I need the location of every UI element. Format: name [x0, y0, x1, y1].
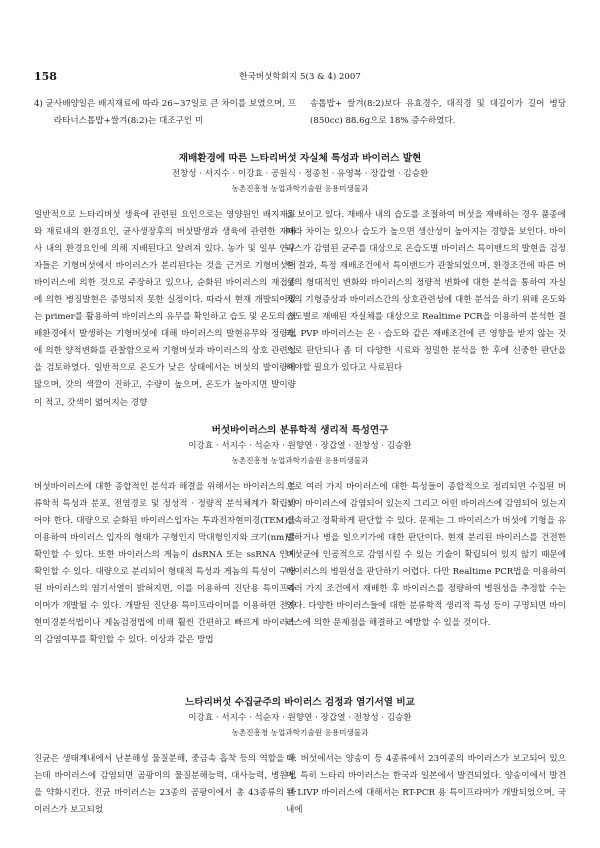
article3-left-column: 진균은 생태계내에서 난분해성 물질분해, 중금속 흡착 등의 역할을 하는데 바이러스에 감염되면 곰팡이의 물질분해능력, 대사능력, 병원성을 약화시킨다. 진균 바이러스는 23종의 곰팡이에서 총 43종류의 바이러스가 보고되었: [34, 754, 296, 816]
article1-authors: 전창성 · 서지수 · 이강효 · 공원식 · 정종천 · 유영복 · 장갑열 · 김승환: [171, 169, 429, 179]
article1-title: 재배환경에 따른 느타리버섯 자실체 특성과 바이러스 발현: [178, 153, 422, 164]
page-number: 158: [34, 70, 57, 83]
article1-left-column: 일반적으로 느타리버섯 생육에 관련된 요인으로는 영양원인 배지재료와 재료내의 환경요인, 균사생장후의 버섯발생과 생육에 관련한 재배사 내의 환경요인에 의해 지배된다고 알려져 있다. 농가 및 일부 연구자들은 기형버섯에서 바이러스가 분리된다는 것을 근거로 기형버섯이 바이러스에 의한 것으로 주장하고 있으나, 순화된 바이러스의 재접종에 의한 병징발현은 증명되지 못한 실정이다. 따라서 현재 개발되어있는 primer를 활용하여 바이러스의 유무를 확인하고 습도 및 온도의 재배환경에서 발생하는 기형버섯에 대해 바이러스의 발현유무와 정량법에 의한 양적변화를 관찰함으로써 기형버섯과 바이러스의 상호 관련성을 검토하였다. 일반적으로 온도가 낮은 상태에서는 버섯의 발이량이 많으며, 갓의 색깔이 진하고, 수량이 높으며, 온도가 높아지면 발이량이 적고, 갓색이 엷어지는 경향: [34, 210, 296, 408]
top-right-text: 송톱밥+ 쌀겨(8:2)보다 유효경수, 대직경 및 대길이가 길어 병당(850cc) 88.6g으로 18% 증수하였다.: [310, 99, 566, 127]
article1-right-column: 을 보이고 있다. 재배사 내의 습도를 조절하여 버섯을 재배하는 경우 품종에 따라 차이는 있으나 습도가 높으면 생산성이 높아지는 경향을 보인다. 바이러스가 감염된 균주를 대상으로 온습도별 바이러스 특이밴드의 발현을 검정한 결과, 특정 재배조건에서 특이밴드가 관찰되었으며, 환경조건에 따른 버섯의 형태적인 변화와 바이러스의 정량적 변화에 대한 분석을 통하여 자실체의 기형증상과 바이러스간의 상호관련성에 대한 분석을 하기 위해 온도와 습도별로 재배된 자실체를 대상으로 Realtime PCR을 이용하여 분석한 결과, PVP 바이러스는 온 · 습도와 같은 재배조건에 큰 영향을 받지 않는 것으로 판단되나 좀 더 다양한 시료와 정밀한 분석을 한 후에 신중한 판단을 해야할 필요가 있다고 사료된다: [286, 210, 566, 374]
article3-authors: 이강효 · 서지수 · 석순자 · 원향연 · 장갑열 · 전창성 · 김승환: [188, 713, 412, 723]
article2-affiliation: 농촌진흥청 농업과학기술원 응용미생물과: [231, 456, 369, 465]
article3-right-column: 다. 버섯에서는 양송이 등 4종류에서 23여종의 바이러스가 보고되어 있으며, 특히 느타리 바이러스는 한국과 일본에서 발견되었다. 양송이에서 발견된 LIVP 바이러스에 대해서는 RT-PCR 용 특이프라머가 개발되었으며, 국내에: [286, 754, 566, 816]
article2-authors: 이강효 · 서지수 · 석순자 · 원향연 · 장갑열 · 전창성 · 김승환: [188, 441, 412, 451]
top-left-text: 4) 균사배양일은 배지재료에 따라 26~37일로 큰 차이를 보였으며, 프라타너스톱밥+쌀겨(8:2)는 대조구인 미: [34, 99, 296, 127]
article2-left-column: 버섯바이러스에 대한 종합적인 분석과 해결을 위해서는 바이러스의 분류학적 특성과 분포, 전염경로 및 정성적 · 정량적 분석체계가 확립되어야 한다. 대량으로 순화된 바이러스입자는 투과전자현미경(TEM)을 이용하여 바이러스 입자의 형태가 구형인지 막대형인지와 크기(nm)를 확인할 수 있다. 또한 바이러스의 게놈이 dsRNA 또는 ssRNA 인지 확인할 수 있다. 대량으로 분리되어 형태적 특성과 게놈의 특성이 구명된 바이러스의 염기서열이 밝혀지면, 이를 이용하여 진단용 특이프라이머가 개발될 수 있다. 개발된 진단용 특이프라이머를 이용하면 전자현미경분석법이나 게놈검정법에 비해 훨씬 간편하고 빠르게 바이러스의 감염여부를 확인할 수 있다. 이상과 같은 방법: [34, 482, 296, 646]
running-head: 한국버섯학회지 5(3 & 4) 2007: [239, 72, 361, 82]
article3-affiliation: 농촌진흥청 농업과학기술원 응용미생물과: [231, 728, 369, 737]
article2-title: 버섯바이러스의 분류학적 생리적 특성연구: [211, 425, 389, 436]
article1-affiliation: 농촌진흥청 농업과학기술원 응용미생물과: [231, 184, 369, 193]
article3-title: 느타리버섯 수집균주의 바이러스 검정과 염기서열 비교: [185, 697, 415, 708]
article2-right-column: 으로 여러 가지 바이러스에 대한 특성들이 종합적으로 정리되면 수집된 버섯이 바이러스에 감염되어 있는지 그리고 어떤 바이러스에 감염되어 있는지 신속하고 정확하게 판단할 수 있다. 문제는 그 바이러스가 버섯에 기형을 유발하거나 병을 일으키가에 대한 판단이다. 현재 분리된 바이러스를 건전한 버섯균에 인공적으로 감염시킬 수 있는 기술이 확립되어 있지 않기 때문에 바이러스의 병원성을 판단하기 어렵다. 다만 Realtime PCR법을 이용하여 여러 가지 조건에서 재배한 후 바이러스를 정량하여 병원성을 추정할 수는 있다. 다양한 바이러스들에 대한 분류학적 생리적 특성 등이 구명되면 바이러스에 의한 문제점을 해결하고 예방할 수 있을 것이다.: [286, 482, 566, 629]
